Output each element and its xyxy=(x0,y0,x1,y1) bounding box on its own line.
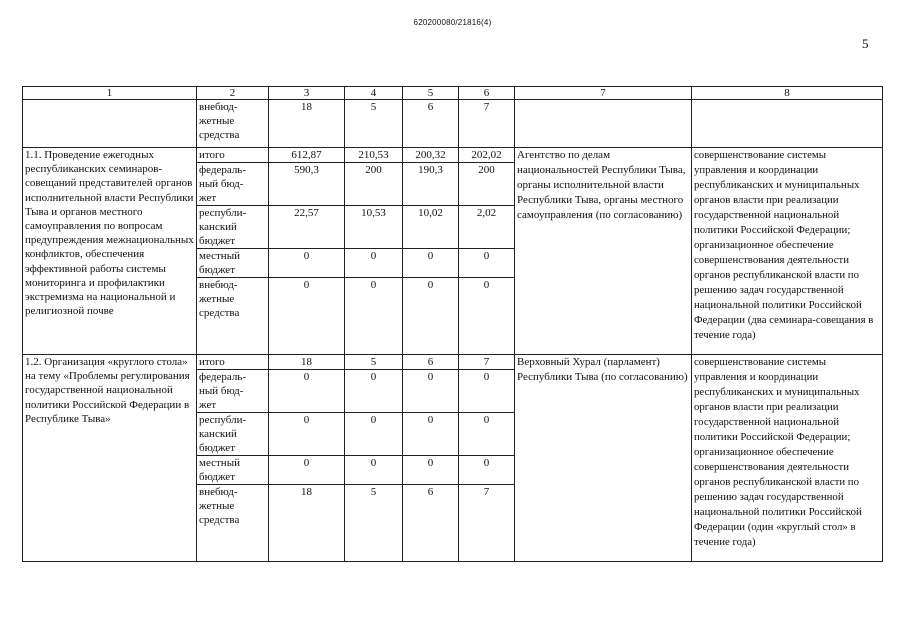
value-cell: 22,57 xyxy=(269,206,345,249)
value-cell: 2,02 xyxy=(459,206,515,249)
value-cell: 612,87 xyxy=(269,148,345,163)
value-cell: 202,02 xyxy=(459,148,515,163)
continuation-row xyxy=(23,100,883,148)
program-table xyxy=(22,86,883,562)
value-cell: 0 xyxy=(269,370,345,413)
col-header-6: 6 xyxy=(459,87,515,100)
col-header-4: 4 xyxy=(345,87,403,100)
funding-source-cell: федераль- ный бюд- жет xyxy=(197,370,269,413)
value-cell: 0 xyxy=(403,278,459,355)
value-cell: 0 xyxy=(459,278,515,355)
funding-source-cell: внебюд- жетные средства xyxy=(197,485,269,562)
value-cell: 200,32 xyxy=(403,148,459,163)
value-cell: 0 xyxy=(403,370,459,413)
value-cell: 0 xyxy=(269,456,345,485)
col-header-8: 8 xyxy=(692,87,883,100)
value-cell: 590,3 xyxy=(269,163,345,206)
expected-result: совершенствование системы управления и координации республиканских и муниципальных органов власти при реализации государственной национальной политики Российской Федерации; организационное обеспечение совершенствования деятельности органов республиканской власти по решению задач государственной национальной политики Российской Федерации (два семинара-совещания в течение года) xyxy=(692,148,883,355)
funding-source-cell: местный бюджет xyxy=(197,249,269,278)
value-cell: 10,53 xyxy=(345,206,403,249)
header-row xyxy=(23,87,883,100)
value-cell: 6 xyxy=(403,485,459,562)
activity-description: 1.2. Организация «круглого стола» на тему «Проблемы регулирования государственной национальной политики Российской Федерации в Республике Тыва» xyxy=(23,355,197,562)
col-header-5: 5 xyxy=(403,87,459,100)
value-cell: 7 xyxy=(459,100,515,148)
funding-source-cell: республи- канский бюджет xyxy=(197,206,269,249)
document-id: 620200080/21816(4) xyxy=(413,18,492,27)
continuation-responsible-cell xyxy=(515,100,692,148)
section-1-row xyxy=(23,148,883,163)
section-2-row xyxy=(23,355,883,370)
funding-source-cell: итого xyxy=(197,148,269,163)
value-cell: 210,53 xyxy=(345,148,403,163)
value-cell: 0 xyxy=(459,249,515,278)
continuation-result-cell xyxy=(692,100,883,148)
value-cell: 18 xyxy=(269,100,345,148)
value-cell: 0 xyxy=(403,413,459,456)
value-cell: 0 xyxy=(459,370,515,413)
activity-description: 1.1. Проведение ежегодных республиканских семинаров-совещаний представителей органов исполнительной власти Республики Тыва и органов местного самоуправления по вопросам предупреждения межнациональных конфликтов, обеспечения эффективной работы системы мониторинга и профилактики экстремизма на национальной и религиозной почве xyxy=(23,148,197,355)
value-cell: 7 xyxy=(459,355,515,370)
value-cell: 0 xyxy=(403,249,459,278)
value-cell: 5 xyxy=(345,355,403,370)
value-cell: 0 xyxy=(345,249,403,278)
value-cell: 18 xyxy=(269,485,345,562)
col-header-2: 2 xyxy=(197,87,269,100)
value-cell: 0 xyxy=(459,456,515,485)
funding-source-cell: внебюд- жетные средства xyxy=(197,278,269,355)
value-cell: 0 xyxy=(269,278,345,355)
value-cell: 6 xyxy=(403,355,459,370)
value-cell: 6 xyxy=(403,100,459,148)
value-cell: 190,3 xyxy=(403,163,459,206)
funding-source-cell: итого xyxy=(197,355,269,370)
value-cell: 0 xyxy=(459,413,515,456)
value-cell: 7 xyxy=(459,485,515,562)
value-cell: 0 xyxy=(269,413,345,456)
value-cell: 0 xyxy=(345,413,403,456)
responsible-executor: Агентство по делам национальностей Республики Тыва, органы исполнительной власти Республики Тыва, органы местного самоуправления (по согласованию) xyxy=(515,148,692,355)
funding-source-cell: внебюд- жетные средства xyxy=(197,100,269,148)
col-header-7: 7 xyxy=(515,87,692,100)
col-header-1: 1 xyxy=(23,87,197,100)
value-cell: 5 xyxy=(345,485,403,562)
value-cell: 0 xyxy=(345,456,403,485)
col-header-3: 3 xyxy=(269,87,345,100)
continuation-desc-cell xyxy=(23,100,197,148)
value-cell: 200 xyxy=(345,163,403,206)
funding-source-cell: местный бюджет xyxy=(197,456,269,485)
funding-source-cell: федераль- ный бюд- жет xyxy=(197,163,269,206)
value-cell: 200 xyxy=(459,163,515,206)
value-cell: 10,02 xyxy=(403,206,459,249)
value-cell: 0 xyxy=(403,456,459,485)
page-number: 5 xyxy=(862,36,869,51)
funding-source-cell: республи- канский бюджет xyxy=(197,413,269,456)
value-cell: 0 xyxy=(345,370,403,413)
value-cell: 5 xyxy=(345,100,403,148)
value-cell: 0 xyxy=(345,278,403,355)
responsible-executor: Верховный Хурал (парламент) Республики Тыва (по согласованию) xyxy=(515,355,692,562)
value-cell: 18 xyxy=(269,355,345,370)
expected-result: совершенствование системы управления и координации республиканских и муниципальных органов власти при реализации государственной национальной политики Российской Федерации; организационное обеспечение совершенствования деятельности органов республиканской власти по решению задач государственной национальной политики Российской Федерации (один «круглый стол» в течение года) xyxy=(692,355,883,562)
value-cell: 0 xyxy=(269,249,345,278)
